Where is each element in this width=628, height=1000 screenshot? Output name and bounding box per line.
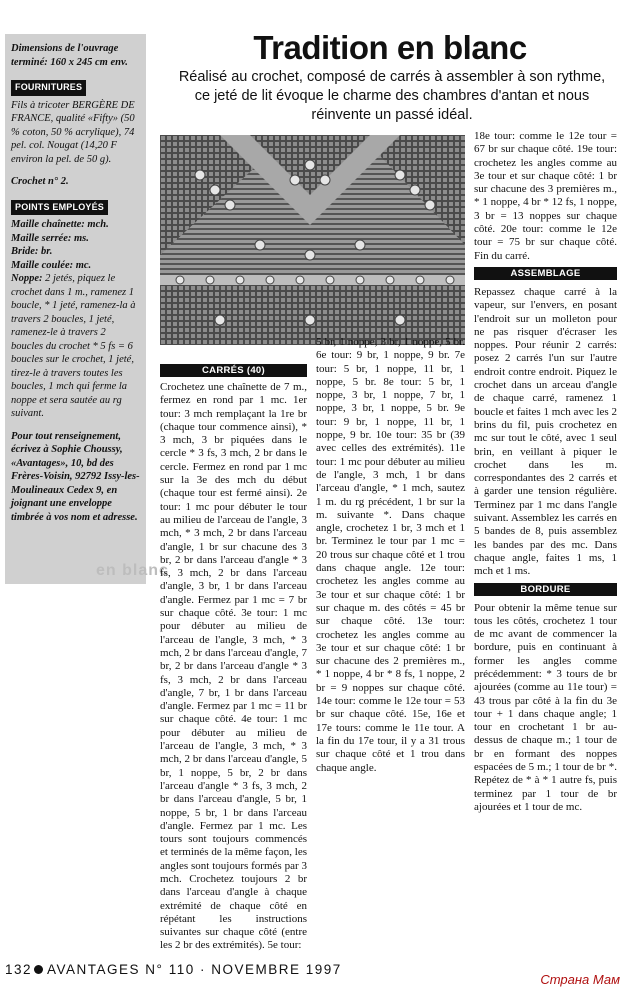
sidebar-box	[5, 34, 146, 584]
column-right	[474, 130, 617, 955]
article-title: Tradition en blanc	[253, 29, 527, 66]
dimensions-text: Dimensions de l'ouvrage terminé: 160 x 245 cm env.	[11, 43, 128, 68]
watermark: Страна Мам	[540, 972, 620, 987]
points-heading: POINTS EMPLOYÉS	[11, 200, 108, 216]
points-list	[11, 218, 140, 272]
blanket-photo	[160, 135, 465, 345]
publication-info: AVANTAGES N° 110 · NOVEMBRE 1997	[47, 962, 342, 977]
point-item: Maille chaînette: mch.	[11, 219, 109, 230]
contact-text: Pour tout renseignement, écrivez à Sophie Choussy, «Avantages», 10, bd des Frères-Voisin, 92792 Issy-les-Moulineaux Cedex 9, en joignant une enveloppe timbrée à vos nom et adresse.	[11, 430, 140, 523]
crochet-text: Crochet n° 2.	[11, 176, 69, 187]
fournitures-text: Fils à tricoter BERGÈRE DE FRANCE, qualité «Fifty» (50 % coton, 50 % acrylique), 74 pel. col. Nougat (14,20 F environ la pel. de 50 g).	[11, 99, 135, 165]
article-intro: Réalisé au crochet, composé de carrés à assembler à son rythme, ce jeté de lit évoque le charme des chambres d'antan et nous réinvente un passé idéal.	[178, 69, 606, 123]
fournitures-heading: FOURNITURES	[11, 80, 86, 96]
noppe-text: 2 jetés, piquez le crochet dans 1 m., ramenez 1 boucle, * 1 jeté, ramenez-la à travers 2 boucles, 1 jeté, ramenez-le à travers 2 boucles du crochet * 5 fs = 6 boucles sur le crochet, 1 jeté, tirez-le à travers toutes les boucles, 1 mch qui ferme la noppe et sera sautée au rg suivant.	[11, 273, 136, 419]
carres-text-part2	[316, 336, 465, 956]
point-item: Maille serrée: ms.	[11, 232, 89, 244]
section-heading-assemblage: ASSEMBLAGE	[474, 267, 617, 280]
noppe-label: Noppe:	[11, 273, 43, 284]
bordure-text: Pour obtenir la même tenue sur tous les côtés, crochetez 1 tour de mc avant de commencer la bordure, puis en continuant à former les angles comme précédemment: * 3 tours de br ajourées (comme au 11e tour) = 43 trous par côté à la fin du 3e tour + 1 dans chaque angle; 1 tour en crochetant 1 br au-dessus de chaque m.; 1 tour de br en formant des noppes espacées de 5 m.; 1 tour de br *. Repétez de * à * 1 autre fs, puis terminez par 1 tour de br ajourées et 1 tour de mc.	[474, 601, 617, 813]
ghost-text: en blanc	[96, 562, 169, 579]
column-carres	[160, 360, 307, 383]
point-item: Bride: br.	[11, 246, 53, 257]
assemblage-text: Repassez chaque carré à la vapeur, sur l'envers, en posant l'endroit sur un molleton pour ne pas risquer d'écraser les noppes. Pour réunir 2 carrés: posez 2 carrés l'un sur l'autre endroit contre endroit. Piquez le crochet dans un arceau d'angle de chaque carré, ramenez 1 boucle et faites 1 mch avec les 2 brins du fil, puis crochetez en mc sur tout le côté, avec 1 seul brin, en veillant à piquer le crochet dans les m. correspondantes des 2 carrés et à garder une tension régulière. Terminez par 1 mc dans l'angle suivant. Assemblez les carrés en 5 bandes de 8, puis assemblez les bandes par des mc. Dans chaque angle, faites 1 ms, 1 mch et 1 ms.	[474, 285, 617, 578]
point-item: Maille coulée: mc.	[11, 259, 92, 271]
carres-text-continued: 5 br, 1 noppe, 3 br, 1 noppe, 5 br. 6e tour: 9 br, 1 noppe, 9 br. 7e tour: 5 br, 1 noppe, 11 br, 1 noppe, 5 br. 8e tour: 5 br, 1 noppe, 3 br, 1 noppe, 7 br, 1 noppe, 3 br, 1 noppe, 5 br. 9e tour: 9 br, 1 noppe, 11 br, 1 noppe, 9 br. 10e tour: 35 br (39 avec celles des extrémités). 11e tour: 1 mc pour débuter au milieu de l'angle, 3 mch, 1 br dans l'arceau d'angle, * 1 mch, sautez 1 m. du rg précédent, 1 br sur la m. suivante *. Dans chaque angle, crochetez 1 br, 3 mch et 1 br. Terminez le tour par 1 mc = 20 trous sur chaque côté et 1 trou dans chaque angle. 12e tour: crochetez les angles comme au 3e tour et sur chaque côté: 1 br sur chaque m. des côtés = 45 br sur chaque côté. 13e tour: crochetez les angles comme au 3e tour et sur chaque côté: 1 br sur chacune des 2 premières m., * 1 noppe, 4 br * 8 fs, 1 noppe, 2 br = 9 noppes sur chaque côté. 14e tour: comme le 12e tour = 53 br sur chaque côté. 15e, 16e et 17e tours: comme le 11e tour. A la fin du 17e tour, il y a 31 trous sur chaque côté et 1 trou dans chaque angle.	[316, 336, 465, 774]
bullet-icon	[34, 965, 43, 974]
suite-text: 18e tour: comme le 12e tour = 67 br sur chaque côté. 19e tour: crochetez les angles comme au 3e tour et sur chaque côté: 1 br sur chacune des 3 premières m., * 1 noppe, 4 br * 12 fs, 1 noppe, 3 br = 13 noppes sur chaque côté. 20e tour: comme le 12e tour = 75 br sur chaque côté. Fin du carré.	[474, 130, 617, 262]
carres-text-part1	[160, 381, 307, 956]
crochet-pattern-image	[160, 135, 465, 345]
carres-text: Crochetez une chaînette de 7 m., fermez en rond par 1 mc. 1er tour: 3 mch remplaçant la 1re br (chaque tour commence ainsi), * 3 mch, 3 br piquées dans le cercle * 3 fs, 3 mch, 2 br dans le cercle. Fermez en rond par 1 mc sur la 3e des mch du début (chaque tour est fermé ainsi). 2e tour: 1 mc pour débuter le tour au milieu de l'arceau de l'angle, 3 mch, * 3 mch, 2 br dans l'arceau d'angle, 1 br sur chacune des 3 br, 2 br dans l'arceau d'angle * 3 fs, 3 mch, 2 br dans l'arceau d'angle, 3 br, 1 br dans l'arceau d'angle. Fermez par 1 mc = 7 br sur chaque côté. 3e tour: 1 mc pour débuter au milieu de l'arceau de l'angle, 3 mch, * 3 mch, 2 br dans l'arceau d'angle, 7 br, 2 br dans l'arceau d'angle * 3 fs, 3 mch, 2 br dans l'arceau d'angle, 7 br, 1 br dans l'arceau d'angle. Fermez par 1 mc = 11 br sur chaque côté. 4e tour: 1 mc pour débuter au milieu de l'arceau de l'angle, 3 mch, * 3 mch, 2 br dans l'arceau d'angle, 5 br, 1 noppe, 5 br, 2 br dans l'arceau d'angle * 3 fs, 3 mch, 2 br dans l'arceau d'angle, 5 br, 1 noppe, 5 br, 1 br dans l'arceau d'angle. Fermez par 1 mc. Les tours sont toujours commencés et terminés de la même façon, les angles sont toujours formés par 3 mch. Crochetez toujours 2 br dans l'arceau d'angle à chaque extrémité de chaque côté en répétant les instructions suivantes sur chaque côté (entre les 2 br des extrémités). 5e tour:	[160, 381, 307, 952]
section-heading-bordure: BORDURE	[474, 583, 617, 596]
page-footer	[5, 962, 342, 977]
page-number: 132	[5, 962, 33, 977]
section-heading-carres: CARRÉS (40)	[160, 364, 307, 377]
